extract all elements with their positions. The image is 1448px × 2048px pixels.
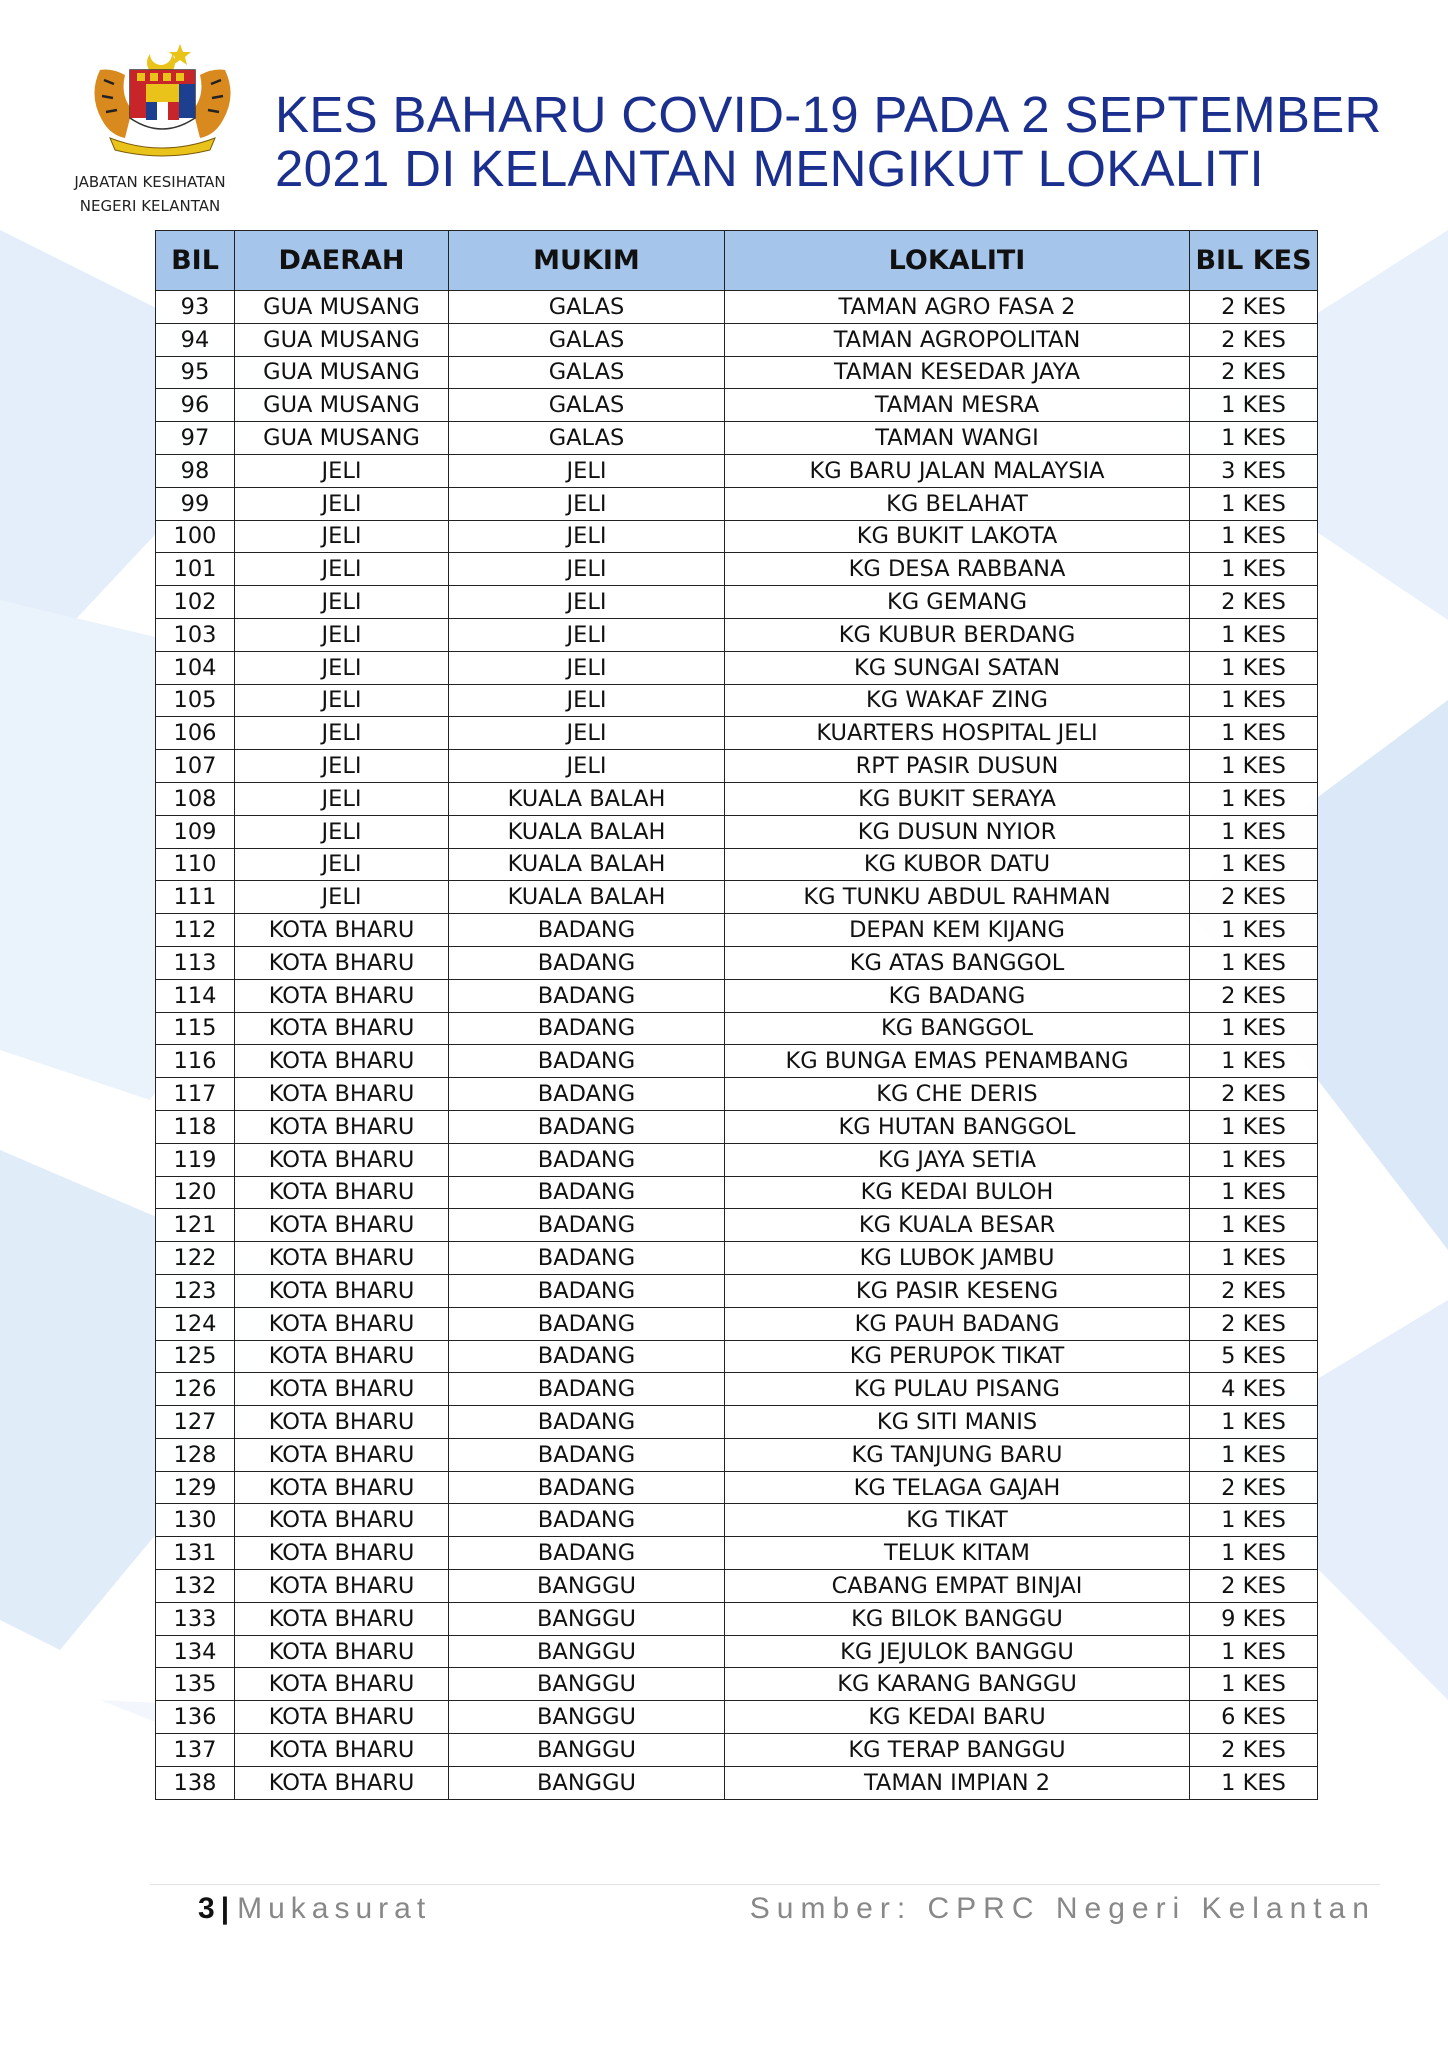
cell-bil: 105 (156, 684, 235, 717)
cell-bil-kes: 6 KES (1190, 1701, 1318, 1734)
cell-bil-kes: 2 KES (1190, 291, 1318, 324)
cell-lokaliti: KG HUTAN BANGGOL (725, 1110, 1190, 1143)
table-row (156, 1668, 1318, 1701)
table-row (156, 1110, 1318, 1143)
cell-lokaliti: KG SITI MANIS (725, 1406, 1190, 1439)
cell-daerah: KOTA BHARU (235, 1406, 449, 1439)
cell-bil: 132 (156, 1570, 235, 1603)
cell-mukim: JELI (449, 651, 725, 684)
cell-bil-kes: 1 KES (1190, 848, 1318, 881)
table-row (156, 1373, 1318, 1406)
table-row (156, 618, 1318, 651)
cell-daerah: KOTA BHARU (235, 1701, 449, 1734)
cell-daerah: KOTA BHARU (235, 1602, 449, 1635)
table-row (156, 946, 1318, 979)
cell-bil-kes: 1 KES (1190, 618, 1318, 651)
cell-daerah: KOTA BHARU (235, 1635, 449, 1668)
table-row (156, 1274, 1318, 1307)
table-body (156, 291, 1318, 1800)
table-row (156, 1209, 1318, 1242)
cell-mukim: KUALA BALAH (449, 782, 725, 815)
table-row (156, 323, 1318, 356)
cell-mukim: BANGGU (449, 1635, 725, 1668)
cell-daerah: KOTA BHARU (235, 1668, 449, 1701)
cell-bil-kes: 9 KES (1190, 1602, 1318, 1635)
cell-bil-kes: 1 KES (1190, 1635, 1318, 1668)
cell-bil: 133 (156, 1602, 235, 1635)
cell-mukim: BADANG (449, 1274, 725, 1307)
cell-daerah: KOTA BHARU (235, 1471, 449, 1504)
cell-lokaliti: TAMAN KESEDAR JAYA (725, 356, 1190, 389)
cell-daerah: KOTA BHARU (235, 1209, 449, 1242)
cell-bil-kes: 1 KES (1190, 1766, 1318, 1799)
cell-bil: 135 (156, 1668, 235, 1701)
cell-mukim: BANGGU (449, 1570, 725, 1603)
cell-mukim: BANGGU (449, 1668, 725, 1701)
cell-bil-kes: 1 KES (1190, 1143, 1318, 1176)
cell-bil: 120 (156, 1176, 235, 1209)
title-line-2: 2021 DI KELANTAN MENGIKUT LOKALITI (275, 140, 1264, 197)
cell-lokaliti: KG PASIR KESENG (725, 1274, 1190, 1307)
cell-lokaliti: KG CHE DERIS (725, 1078, 1190, 1111)
cell-mukim: BADANG (449, 946, 725, 979)
cell-mukim: GALAS (449, 356, 725, 389)
cell-lokaliti: KG TANJUNG BARU (725, 1438, 1190, 1471)
cell-bil-kes: 2 KES (1190, 586, 1318, 619)
cell-bil: 108 (156, 782, 235, 815)
cell-bil: 121 (156, 1209, 235, 1242)
table-row (156, 979, 1318, 1012)
cell-lokaliti: KG ATAS BANGGOL (725, 946, 1190, 979)
cell-bil-kes: 1 KES (1190, 782, 1318, 815)
cell-bil: 117 (156, 1078, 235, 1111)
cell-daerah: KOTA BHARU (235, 1373, 449, 1406)
cell-daerah: JELI (235, 553, 449, 586)
cell-lokaliti: KG DESA RABBANA (725, 553, 1190, 586)
cell-daerah: KOTA BHARU (235, 1570, 449, 1603)
cell-daerah: JELI (235, 454, 449, 487)
cell-lokaliti: KG KEDAI BARU (725, 1701, 1190, 1734)
cell-mukim: BADANG (449, 1307, 725, 1340)
cell-mukim: GALAS (449, 389, 725, 422)
cell-daerah: KOTA BHARU (235, 1012, 449, 1045)
cell-bil-kes: 1 KES (1190, 487, 1318, 520)
cell-daerah: JELI (235, 651, 449, 684)
cell-daerah: JELI (235, 750, 449, 783)
table-row (156, 1504, 1318, 1537)
cell-daerah: GUA MUSANG (235, 323, 449, 356)
table-row (156, 1438, 1318, 1471)
org-line-2: NEGERI KELANTAN (79, 197, 221, 215)
cell-bil: 126 (156, 1373, 235, 1406)
cell-bil-kes: 1 KES (1190, 389, 1318, 422)
cell-mukim: BADANG (449, 1176, 725, 1209)
cell-lokaliti: KG KUALA BESAR (725, 1209, 1190, 1242)
cell-daerah: GUA MUSANG (235, 291, 449, 324)
cell-lokaliti: KG PAUH BADANG (725, 1307, 1190, 1340)
cell-bil-kes: 1 KES (1190, 1242, 1318, 1275)
cell-lokaliti: TAMAN WANGI (725, 422, 1190, 455)
cell-lokaliti: KG TUNKU ABDUL RAHMAN (725, 881, 1190, 914)
cell-daerah: KOTA BHARU (235, 1340, 449, 1373)
cell-mukim: BADANG (449, 1373, 725, 1406)
footer-page-info (198, 1892, 431, 1926)
cell-bil-kes: 1 KES (1190, 1209, 1318, 1242)
table-row (156, 1602, 1318, 1635)
cell-daerah: GUA MUSANG (235, 356, 449, 389)
organization-name (50, 170, 250, 218)
cell-lokaliti: KG BANGGOL (725, 1012, 1190, 1045)
cell-mukim: JELI (449, 586, 725, 619)
cell-daerah: KOTA BHARU (235, 1734, 449, 1767)
cell-mukim: BANGGU (449, 1602, 725, 1635)
table-row (156, 1143, 1318, 1176)
cell-mukim: BADANG (449, 1537, 725, 1570)
cell-lokaliti: KG SUNGAI SATAN (725, 651, 1190, 684)
cell-mukim: JELI (449, 750, 725, 783)
cell-daerah: KOTA BHARU (235, 1143, 449, 1176)
cell-daerah: KOTA BHARU (235, 1537, 449, 1570)
cell-mukim: BADANG (449, 1078, 725, 1111)
cell-bil-kes: 2 KES (1190, 1570, 1318, 1603)
cell-mukim: BANGGU (449, 1766, 725, 1799)
cell-daerah: JELI (235, 586, 449, 619)
cell-lokaliti: KG BUKIT LAKOTA (725, 520, 1190, 553)
table-row (156, 553, 1318, 586)
cell-lokaliti: KG PERUPOK TIKAT (725, 1340, 1190, 1373)
cell-bil: 111 (156, 881, 235, 914)
cell-mukim: BADANG (449, 1012, 725, 1045)
cell-bil: 123 (156, 1274, 235, 1307)
cell-lokaliti: TELUK KITAM (725, 1537, 1190, 1570)
cases-table (155, 230, 1318, 1800)
cell-mukim: BADANG (449, 1045, 725, 1078)
cell-bil: 131 (156, 1537, 235, 1570)
table-row (156, 586, 1318, 619)
table-row (156, 356, 1318, 389)
cell-bil: 100 (156, 520, 235, 553)
table-row (156, 1701, 1318, 1734)
cell-lokaliti: KG BARU JALAN MALAYSIA (725, 454, 1190, 487)
col-header-bil-kes: BIL KES (1190, 231, 1318, 291)
cell-bil: 122 (156, 1242, 235, 1275)
cell-bil: 104 (156, 651, 235, 684)
table-row (156, 1570, 1318, 1603)
cell-mukim: GALAS (449, 323, 725, 356)
cell-bil-kes: 2 KES (1190, 1274, 1318, 1307)
cell-lokaliti: KG PULAU PISANG (725, 1373, 1190, 1406)
cell-bil-kes: 1 KES (1190, 1438, 1318, 1471)
page-title (275, 88, 1415, 196)
cell-lokaliti: KG BUNGA EMAS PENAMBANG (725, 1045, 1190, 1078)
table-row (156, 1078, 1318, 1111)
cell-bil: 110 (156, 848, 235, 881)
org-line-1: JABATAN KESIHATAN (74, 173, 226, 191)
cell-lokaliti: KG LUBOK JAMBU (725, 1242, 1190, 1275)
cell-bil: 137 (156, 1734, 235, 1767)
cell-mukim: KUALA BALAH (449, 881, 725, 914)
cell-lokaliti: RPT PASIR DUSUN (725, 750, 1190, 783)
table-row (156, 1012, 1318, 1045)
cell-mukim: JELI (449, 487, 725, 520)
cell-mukim: JELI (449, 618, 725, 651)
cell-mukim: BADANG (449, 1242, 725, 1275)
table-row (156, 520, 1318, 553)
cell-mukim: BANGGU (449, 1734, 725, 1767)
title-line-1: KES BAHARU COVID-19 PADA 2 SEPTEMBER (275, 86, 1382, 143)
cell-bil-kes: 1 KES (1190, 914, 1318, 947)
cell-daerah: KOTA BHARU (235, 1504, 449, 1537)
table-row (156, 1176, 1318, 1209)
cell-bil: 118 (156, 1110, 235, 1143)
cell-mukim: JELI (449, 684, 725, 717)
cell-bil: 136 (156, 1701, 235, 1734)
cell-bil-kes: 2 KES (1190, 979, 1318, 1012)
table-row (156, 454, 1318, 487)
col-header-daerah: DAERAH (235, 231, 449, 291)
cell-daerah: JELI (235, 520, 449, 553)
cell-daerah: JELI (235, 881, 449, 914)
table-row (156, 717, 1318, 750)
cell-lokaliti: TAMAN IMPIAN 2 (725, 1766, 1190, 1799)
table-row (156, 1471, 1318, 1504)
cell-bil: 115 (156, 1012, 235, 1045)
cell-bil-kes: 1 KES (1190, 717, 1318, 750)
cell-daerah: KOTA BHARU (235, 946, 449, 979)
table-row (156, 881, 1318, 914)
cell-daerah: JELI (235, 618, 449, 651)
cell-lokaliti: TAMAN AGROPOLITAN (725, 323, 1190, 356)
cell-bil: 127 (156, 1406, 235, 1439)
cell-lokaliti: KG WAKAF ZING (725, 684, 1190, 717)
table-row (156, 815, 1318, 848)
cell-mukim: JELI (449, 553, 725, 586)
cell-daerah: KOTA BHARU (235, 1176, 449, 1209)
page-label: Mukasurat (237, 1892, 432, 1925)
col-header-mukim: MUKIM (449, 231, 725, 291)
cell-mukim: KUALA BALAH (449, 848, 725, 881)
cell-daerah: KOTA BHARU (235, 1307, 449, 1340)
cell-bil-kes: 5 KES (1190, 1340, 1318, 1373)
cell-bil: 129 (156, 1471, 235, 1504)
footer-divider (150, 1884, 1380, 1885)
cell-bil: 94 (156, 323, 235, 356)
cell-bil: 109 (156, 815, 235, 848)
cell-bil: 130 (156, 1504, 235, 1537)
cell-bil: 107 (156, 750, 235, 783)
cell-mukim: BADANG (449, 1143, 725, 1176)
table-header-row (156, 231, 1318, 291)
cell-lokaliti: TAMAN MESRA (725, 389, 1190, 422)
cell-bil-kes: 1 KES (1190, 1110, 1318, 1143)
cell-bil: 96 (156, 389, 235, 422)
cell-mukim: BADANG (449, 914, 725, 947)
cell-daerah: JELI (235, 782, 449, 815)
malaysia-coat-of-arms-icon (80, 40, 245, 158)
cell-bil-kes: 1 KES (1190, 1668, 1318, 1701)
cell-bil-kes: 1 KES (1190, 1045, 1318, 1078)
cell-bil: 103 (156, 618, 235, 651)
footer-separator: | (220, 1892, 230, 1925)
cell-lokaliti: KG KEDAI BULOH (725, 1176, 1190, 1209)
cell-mukim: BADANG (449, 1504, 725, 1537)
cell-lokaliti: DEPAN KEM KIJANG (725, 914, 1190, 947)
cell-lokaliti: KG KARANG BANGGU (725, 1668, 1190, 1701)
cell-lokaliti: KG JEJULOK BANGGU (725, 1635, 1190, 1668)
cell-mukim: BADANG (449, 1471, 725, 1504)
cell-daerah: JELI (235, 487, 449, 520)
cell-daerah: JELI (235, 684, 449, 717)
table-row (156, 1635, 1318, 1668)
cell-bil: 128 (156, 1438, 235, 1471)
cell-bil: 125 (156, 1340, 235, 1373)
cell-daerah: KOTA BHARU (235, 1766, 449, 1799)
cell-daerah: KOTA BHARU (235, 1242, 449, 1275)
cell-bil-kes: 2 KES (1190, 1307, 1318, 1340)
cell-bil-kes: 1 KES (1190, 1406, 1318, 1439)
cell-bil-kes: 1 KES (1190, 815, 1318, 848)
cell-lokaliti: KG BELAHAT (725, 487, 1190, 520)
cell-lokaliti: KG KUBOR DATU (725, 848, 1190, 881)
cell-daerah: KOTA BHARU (235, 1078, 449, 1111)
cell-bil: 116 (156, 1045, 235, 1078)
cell-bil-kes: 2 KES (1190, 323, 1318, 356)
cell-lokaliti: KG GEMANG (725, 586, 1190, 619)
cell-mukim: JELI (449, 520, 725, 553)
cell-bil: 106 (156, 717, 235, 750)
table-row (156, 1766, 1318, 1799)
cell-bil-kes: 1 KES (1190, 684, 1318, 717)
footer-source: Sumber: CPRC Negeri Kelantan (749, 1892, 1376, 1925)
table-row (156, 1242, 1318, 1275)
cell-daerah: KOTA BHARU (235, 979, 449, 1012)
cell-bil: 113 (156, 946, 235, 979)
cell-lokaliti: TAMAN AGRO FASA 2 (725, 291, 1190, 324)
cell-mukim: GALAS (449, 422, 725, 455)
cell-bil: 134 (156, 1635, 235, 1668)
cell-daerah: KOTA BHARU (235, 1274, 449, 1307)
cell-mukim: BADANG (449, 1438, 725, 1471)
cell-lokaliti: KG BUKIT SERAYA (725, 782, 1190, 815)
table-row (156, 389, 1318, 422)
table-row (156, 750, 1318, 783)
cell-bil-kes: 2 KES (1190, 356, 1318, 389)
table-row (156, 1340, 1318, 1373)
cell-lokaliti: CABANG EMPAT BINJAI (725, 1570, 1190, 1603)
cell-lokaliti: KUARTERS HOSPITAL JELI (725, 717, 1190, 750)
cell-bil-kes: 1 KES (1190, 1504, 1318, 1537)
cell-bil-kes: 2 KES (1190, 881, 1318, 914)
cell-bil: 102 (156, 586, 235, 619)
cell-daerah: KOTA BHARU (235, 1110, 449, 1143)
table-row (156, 848, 1318, 881)
cell-lokaliti: KG TERAP BANGGU (725, 1734, 1190, 1767)
table-row (156, 651, 1318, 684)
cell-bil: 93 (156, 291, 235, 324)
cell-bil-kes: 1 KES (1190, 520, 1318, 553)
cell-bil-kes: 1 KES (1190, 422, 1318, 455)
cell-bil: 97 (156, 422, 235, 455)
cell-daerah: JELI (235, 815, 449, 848)
cell-mukim: BADANG (449, 1209, 725, 1242)
cell-bil-kes: 3 KES (1190, 454, 1318, 487)
cell-lokaliti: KG TELAGA GAJAH (725, 1471, 1190, 1504)
cell-daerah: KOTA BHARU (235, 914, 449, 947)
cell-mukim: BADANG (449, 1406, 725, 1439)
cell-lokaliti: KG BILOK BANGGU (725, 1602, 1190, 1635)
table-row (156, 1406, 1318, 1439)
cell-daerah: JELI (235, 848, 449, 881)
cell-mukim: JELI (449, 454, 725, 487)
cell-bil: 124 (156, 1307, 235, 1340)
cell-lokaliti: KG JAYA SETIA (725, 1143, 1190, 1176)
cell-bil-kes: 1 KES (1190, 1176, 1318, 1209)
cell-daerah: JELI (235, 717, 449, 750)
table-row (156, 291, 1318, 324)
cell-mukim: BADANG (449, 1340, 725, 1373)
cell-bil: 119 (156, 1143, 235, 1176)
cell-bil-kes: 2 KES (1190, 1078, 1318, 1111)
cell-daerah: GUA MUSANG (235, 422, 449, 455)
table-row (156, 1045, 1318, 1078)
cell-bil: 99 (156, 487, 235, 520)
table-row (156, 1734, 1318, 1767)
col-header-lokaliti: LOKALITI (725, 231, 1190, 291)
cell-lokaliti: KG BADANG (725, 979, 1190, 1012)
cell-bil-kes: 1 KES (1190, 750, 1318, 783)
table-row (156, 487, 1318, 520)
cell-mukim: JELI (449, 717, 725, 750)
cell-bil-kes: 4 KES (1190, 1373, 1318, 1406)
cell-daerah: GUA MUSANG (235, 389, 449, 422)
cell-lokaliti: KG DUSUN NYIOR (725, 815, 1190, 848)
table-row (156, 1537, 1318, 1570)
cell-bil-kes: 1 KES (1190, 651, 1318, 684)
cell-mukim: KUALA BALAH (449, 815, 725, 848)
cell-bil: 114 (156, 979, 235, 1012)
cell-bil: 138 (156, 1766, 235, 1799)
cell-bil: 95 (156, 356, 235, 389)
cell-daerah: KOTA BHARU (235, 1438, 449, 1471)
cell-daerah: KOTA BHARU (235, 1045, 449, 1078)
col-header-bil: BIL (156, 231, 235, 291)
cell-bil-kes: 1 KES (1190, 553, 1318, 586)
cell-bil: 112 (156, 914, 235, 947)
table-row (156, 914, 1318, 947)
table-row (156, 1307, 1318, 1340)
cell-mukim: GALAS (449, 291, 725, 324)
cell-bil: 98 (156, 454, 235, 487)
cell-bil-kes: 2 KES (1190, 1471, 1318, 1504)
table-row (156, 422, 1318, 455)
table-row (156, 684, 1318, 717)
cell-bil-kes: 1 KES (1190, 946, 1318, 979)
cell-bil-kes: 1 KES (1190, 1537, 1318, 1570)
cell-mukim: BANGGU (449, 1701, 725, 1734)
page-number: 3 (198, 1892, 215, 1925)
cell-bil-kes: 1 KES (1190, 1012, 1318, 1045)
table-row (156, 782, 1318, 815)
cell-bil-kes: 2 KES (1190, 1734, 1318, 1767)
cell-mukim: BADANG (449, 1110, 725, 1143)
cell-lokaliti: KG KUBUR BERDANG (725, 618, 1190, 651)
cell-lokaliti: KG TIKAT (725, 1504, 1190, 1537)
cell-mukim: BADANG (449, 979, 725, 1012)
cell-bil: 101 (156, 553, 235, 586)
